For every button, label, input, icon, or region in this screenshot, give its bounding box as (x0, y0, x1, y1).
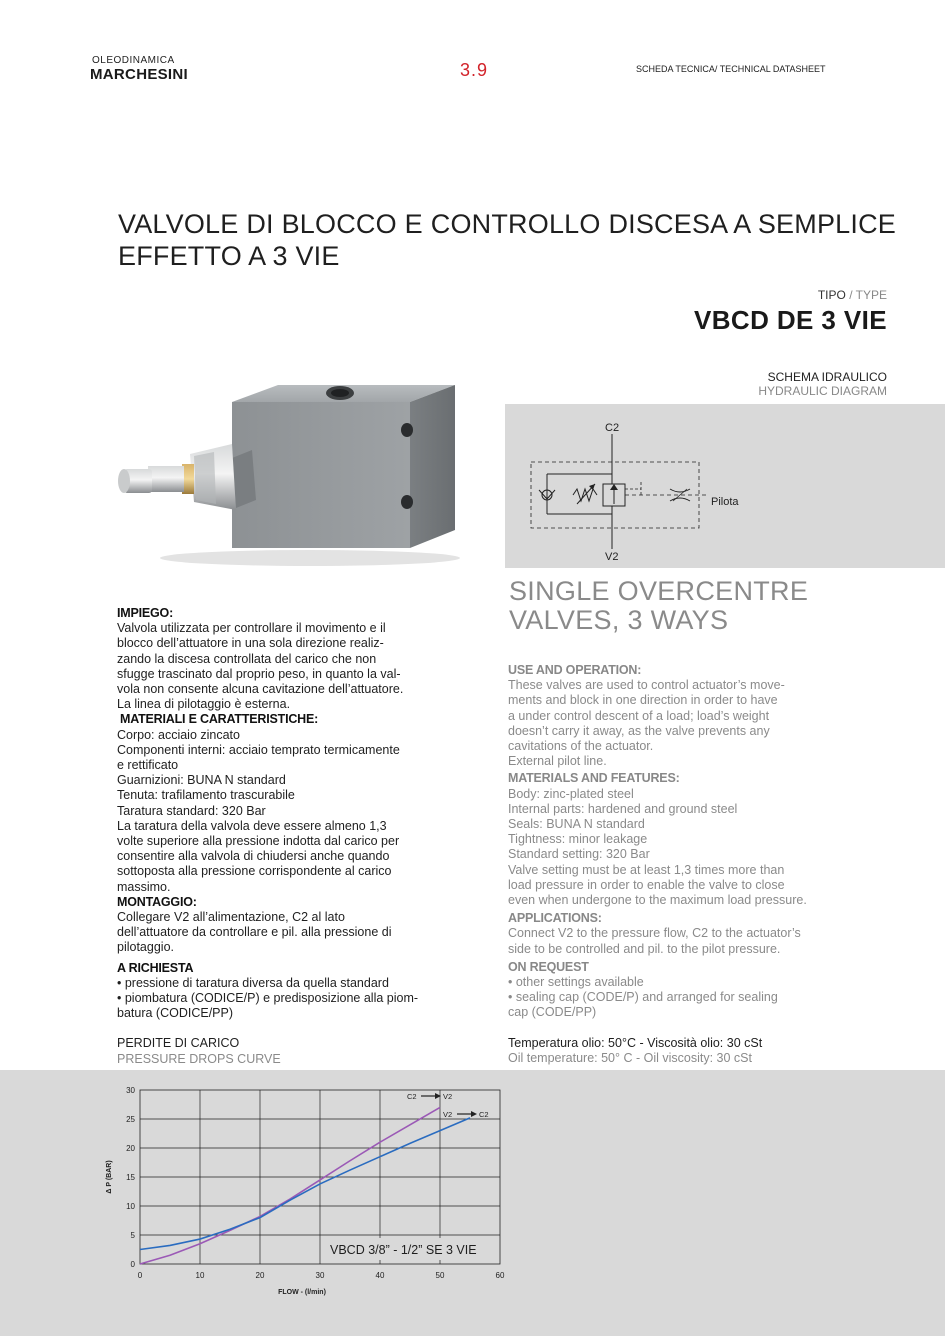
valve-product-image (110, 380, 470, 570)
page-number: 3.9 (460, 60, 489, 80)
x-tick-label: 30 (315, 1271, 325, 1280)
pressure-drops-label-en: PRESSURE DROPS CURVE (117, 1052, 281, 1066)
chart-panel (0, 1070, 945, 1336)
y-tick-label: 15 (126, 1173, 135, 1182)
y-tick-label: 5 (130, 1231, 135, 1240)
english-title-line: VALVES, 3 WAYS (509, 605, 729, 635)
italian-column (117, 606, 447, 1021)
brand-top: OLEODINAMICA (92, 55, 175, 66)
x-tick-label: 20 (255, 1271, 265, 1280)
use-text: These valves are used to control actuator’s move- ments and block in one direction in order to have a under control descent of a load; load’s weight doesn’t carry it away, as the valve prevents any cavitations of the actuator. External pilot line. (508, 678, 785, 769)
x-tick-label: 0 (137, 1271, 143, 1280)
richiesta-heading: A RICHIESTA (117, 960, 194, 975)
y-tick-label: 30 (126, 1086, 135, 1095)
port-c2-label: C2 (605, 422, 620, 434)
y-tick-label: 20 (126, 1144, 135, 1153)
materials-text: Body: zinc-plated steel Internal parts: hardened and ground steel Seals: BUNA N standard Tightness: minor leakage Standard setting: 320 Bar Valve setting must be at least 1,3 times more than load pressure in order to enable the valve to close even when undergone to the maximum load pressure. (508, 786, 807, 908)
schema-label-it: SCHEMA IDRAULICO (767, 370, 887, 384)
x-axis-label: FLOW - (l/min) (278, 1289, 326, 1296)
y-tick-label: 25 (126, 1115, 135, 1124)
type-label-en: TYPE (855, 288, 887, 302)
type-label-it: TIPO (817, 288, 846, 302)
schema-label-en: HYDRAULIC DIAGRAM (758, 384, 887, 398)
richiesta-text: • pressione di taratura diversa da quella standard • piombatura (CODICE/P) e predisposizione alla piom- batura (CODICE/PP) (117, 975, 419, 1021)
y-tick-label: 10 (126, 1202, 135, 1211)
legend-from-label: C2 (407, 1092, 417, 1101)
pressure-drops-label-it: PERDITE DI CARICO (117, 1036, 240, 1050)
y-tick-label: 0 (130, 1260, 135, 1269)
materiali-heading: MATERIALI E CARATTERISTICHE: (120, 712, 319, 727)
legend-to-label: V2 (443, 1092, 453, 1101)
oil-temperature-it: Temperatura olio: 50°C - Viscosità olio: 30 cSt (508, 1036, 763, 1050)
type-label (818, 288, 887, 302)
x-tick-label: 50 (435, 1271, 445, 1280)
pressure-drop-chart (0, 1070, 945, 1336)
chart-caption: VBCD 3/8” - 1/2” SE 3 VIE (330, 1243, 477, 1257)
use-heading: USE AND OPERATION: (508, 663, 642, 677)
english-title (509, 577, 808, 635)
materials-heading: MATERIALS AND FEATURES: (508, 771, 680, 786)
materiali-text: Corpo: acciaio zincato Componenti interni: acciaio temprato termicamente e rettificato Guarnizioni: BUNA N standard Tenuta: trafilamento trascurabile Taratura standard: 320 Bar La taratura della valvola deve essere almeno 1,3 volte superiore alla pressione indotta dal carico per consentire alla valvola di chiudersi anche quando sottoposta alla pressione corrispondente al carico massimo. (117, 727, 400, 894)
applications-text: Connect V2 to the pressure flow, C2 to the actuator’s side to be controlled and pil. to the pilot pressure. (508, 926, 801, 956)
onrequest-heading: ON REQUEST (508, 959, 589, 974)
english-title-line: SINGLE OVERCENTRE (509, 576, 809, 606)
applications-heading: APPLICATIONS: (508, 911, 602, 926)
type-name: VBCD DE 3 VIE (693, 305, 887, 335)
x-tick-label: 10 (195, 1271, 205, 1280)
montaggio-text: Collegare V2 all’alimentazione, C2 al lato dell’attuatore da controllare e pil. alla pressione di pilotaggio. (117, 910, 392, 955)
legend-from-label: V2 (443, 1110, 453, 1119)
hydraulic-diagram-panel (505, 404, 945, 568)
onrequest-text: • other settings available • sealing cap (CODE/P) and arranged for sealing cap (CODE/PP) (508, 975, 778, 1020)
sheet-label: SCHEDA TECNICA/ TECHNICAL DATASHEET (636, 64, 826, 74)
legend-to-label: C2 (479, 1110, 489, 1119)
page-title: VALVOLE DI BLOCCO E CONTROLLO DISCESA A SEMPLICE EFFETTO A 3 VIE (118, 209, 896, 271)
x-tick-label: 40 (375, 1271, 385, 1280)
oil-temperature-en: Oil temperature: 50° C - Oil viscosity: 30 cSt (508, 1051, 752, 1065)
x-tick-label: 60 (495, 1271, 505, 1280)
brand-logo: MARCHESINI (90, 66, 189, 83)
type-separator: / (849, 288, 853, 302)
montaggio-heading: MONTAGGIO: (117, 894, 197, 909)
impiego-heading: IMPIEGO: (117, 606, 174, 620)
port-pilot-label: Pilota (711, 496, 739, 508)
port-v2-label: V2 (605, 551, 619, 563)
english-column (508, 663, 838, 1021)
y-axis-label: Δ P (BAR) (106, 1160, 113, 1194)
impiego-text: Valvola utilizzata per controllare il movimento e il blocco dell’attuatore in una sola direzione realiz- zando la discesa controllata del carico che non sfugge trascinato dal proprio peso, in quanto la val- vola non consente alcuna cavitazione dell’attuatore. La linea di pilotaggio è esterna. (117, 621, 404, 712)
